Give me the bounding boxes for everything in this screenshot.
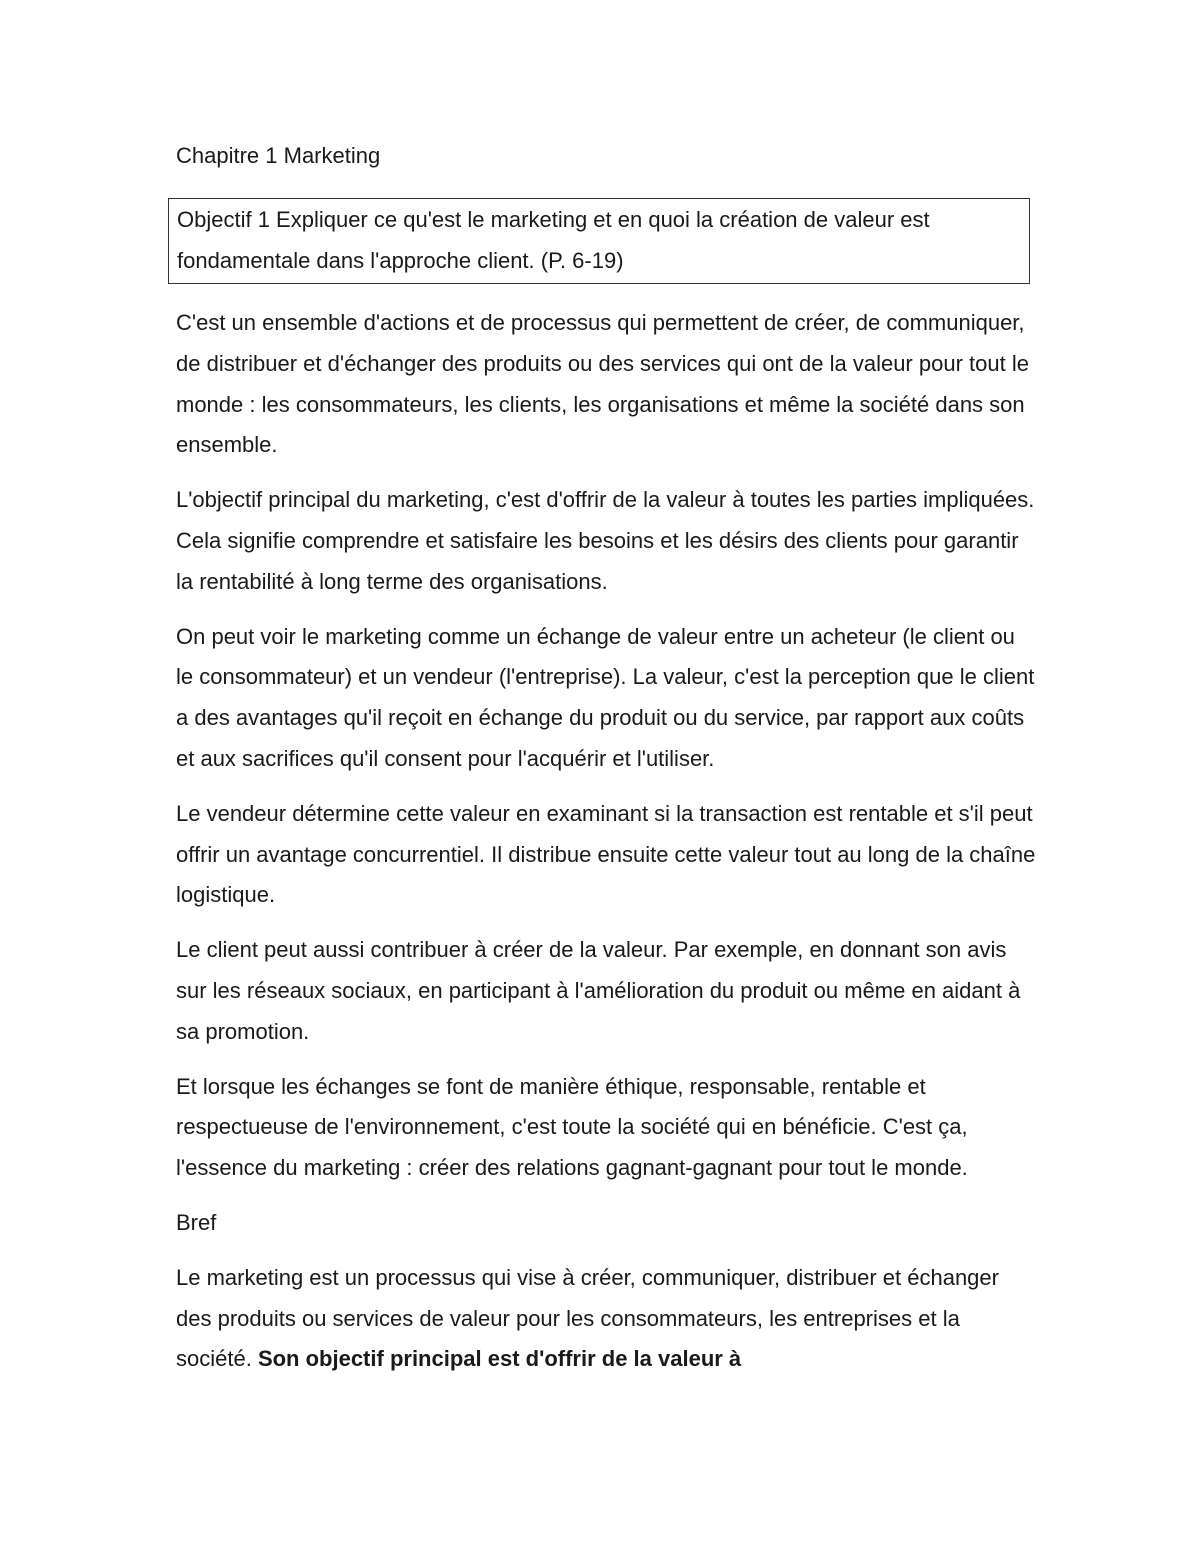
- objective-text: Objectif 1 Expliquer ce qu'est le marketing et en quoi la création de valeur est fondamentale dans l'approche client. (P. 6-19): [177, 207, 930, 273]
- paragraph-client: Le client peut aussi contribuer à créer de la valeur. Par exemple, en donnant son avis sur les réseaux sociaux, en participant à l'amélioration du produit ou même en aidant à sa promotion.: [176, 937, 1021, 1044]
- paragraph-definition: C'est un ensemble d'actions et de processus qui permettent de créer, de communiquer, de distribuer et d'échanger des produits ou des services qui ont de la valeur pour tout le monde : les consommateurs, les clients, les organisations et même la société dans son ensemble.: [176, 310, 1029, 458]
- paragraph-society: Et lorsque les échanges se font de manière éthique, responsable, rentable et respectueuse de l'environnement, c'est toute la société qui en bénéficie. C'est ça, l'essence du marketing : créer des relations gagnant-gagnant pour tout le monde.: [176, 1073, 968, 1181]
- chapter-title: Chapitre 1 Marketing: [176, 143, 381, 168]
- summary-paragraph: [176, 1258, 1036, 1380]
- paragraph-seller: Le vendeur détermine cette valeur en examinant si la transaction est rentable et s'il peut offrir un avantage concurrentiel. Il distribue ensuite cette valeur tout au long de la chaîne logistique.: [176, 800, 1036, 908]
- objective-box: [168, 198, 1030, 284]
- summary-bold-text: Son objectif principal est d'offrir de la valeur à: [257, 1346, 742, 1372]
- document-page: [176, 138, 1036, 1394]
- summary-text: Le marketing est un processus qui vise à créer, communiquer, distribuer et échanger des produits ou services de valeur pour les consommateurs, les entreprises et la société.: [176, 1264, 999, 1372]
- paragraph-objective: L'objectif principal du marketing, c'est d'offrir de la valeur à toutes les parties impliquées. Cela signifie comprendre et satisfaire les besoins et les désirs des clients pour garantir la rentabilité à long terme des organisations.: [176, 487, 1035, 594]
- summary-heading: Bref: [176, 1209, 217, 1235]
- paragraph-exchange: On peut voir le marketing comme un échange de valeur entre un acheteur (le client ou le consommateur) et un vendeur (l'entreprise). La valeur, c'est la perception que le client a des avantages qu'il reçoit en échange du produit ou du service, par rapport aux coûts et aux sacrifices qu'il consent pour l'acquérir et l'utiliser.: [176, 623, 1035, 771]
